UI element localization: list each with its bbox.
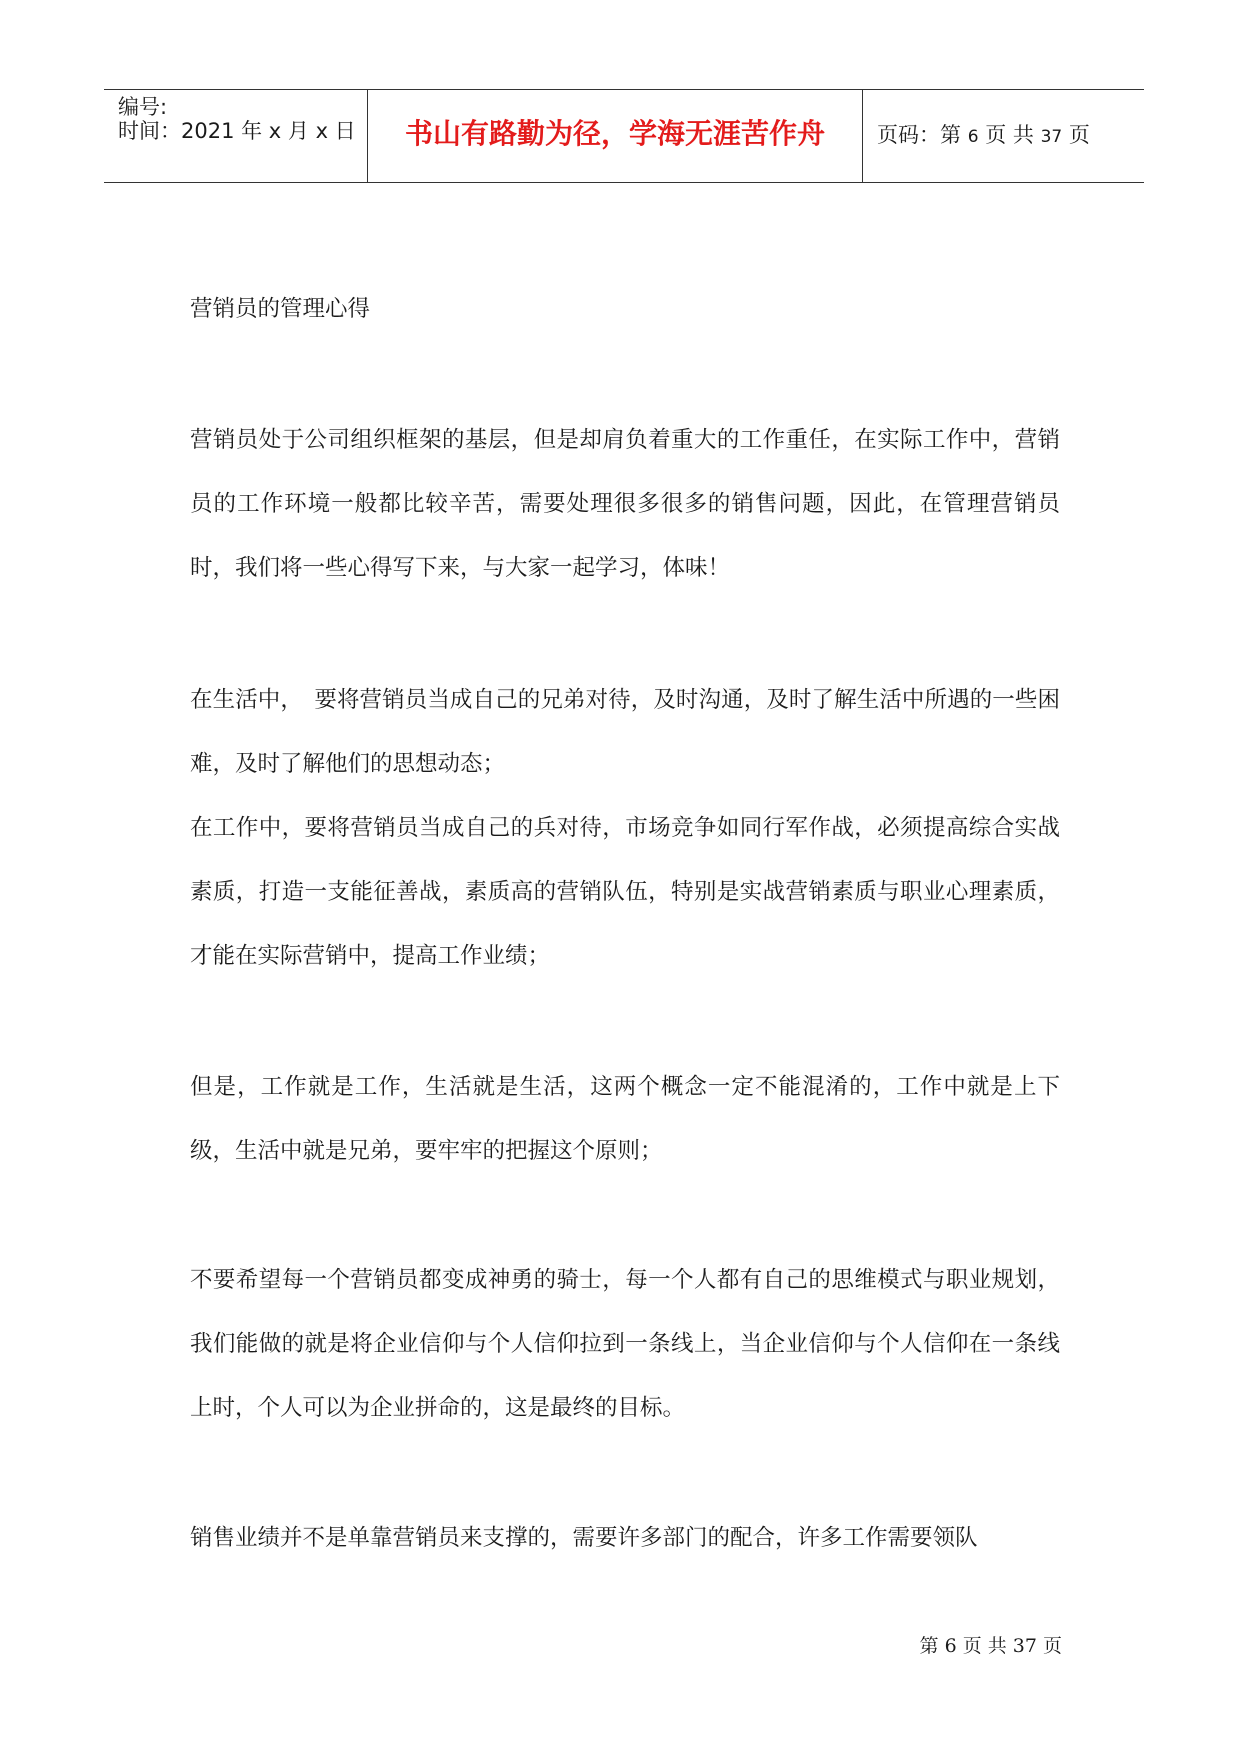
- document-number-label: 编号:: [118, 95, 168, 119]
- page-header: [104, 89, 1144, 183]
- document-time: 时间：2021 年 x 月 x 日: [118, 119, 356, 143]
- document-title: 营销员的管理心得: [190, 296, 371, 322]
- page-total: 37: [1040, 127, 1063, 147]
- page-current: 6: [967, 127, 979, 147]
- paragraph-4: 但是，工作就是工作，生活就是生活，这两个概念一定不能混淆的，工作中就是上下级，生活中就是兄弟，要牢牢的把握这个原则；: [190, 1074, 1060, 1164]
- page-footer: 第 6 页 共 37 页: [919, 1635, 1062, 1657]
- header-meta-cell: [104, 90, 368, 182]
- paragraph-6: 销售业绩并不是单靠营销员来支撑的，需要许多部门的配合，许多工作需要领队: [190, 1525, 978, 1551]
- header-motto: 书山有路勤为径，学海无涯苦作舟: [404, 117, 825, 150]
- paragraph-5: 不要希望每一个营销员都变成神勇的骑士，每一个人都有自己的思维模式与职业规划，我们能做的就是将企业信仰与个人信仰拉到一条线上，当企业信仰与个人信仰在一条线上时，个人可以为企业拼命的，这是最终的目标。: [190, 1267, 1060, 1421]
- page-middle: 页 共: [985, 123, 1034, 147]
- header-page-indicator: [877, 123, 1090, 149]
- paragraph-1: 营销员处于公司组织框架的基层，但是却肩负着重大的工作重任，在实际工作中，营销员的工作环境一般都比较辛苦，需要处理很多很多的销售问题，因此，在管理营销员时，我们将一些心得写下来，与大家一起学习，体味！: [190, 427, 1060, 581]
- paragraph-2: 在生活中， 要将营销员当成自己的兄弟对待，及时沟通，及时了解生活中所遇的一些困难，及时了解他们的思想动态；: [190, 687, 1060, 777]
- paragraph-3: 在工作中，要将营销员当成自己的兵对待，市场竞争如同行军作战，必须提高综合实战素质，打造一支能征善战，素质高的营销队伍，特别是实战营销素质与职业心理素质，才能在实际营销中，提高工作业绩；: [190, 815, 1060, 969]
- header-motto-cell: [368, 90, 863, 182]
- page-prefix: 页码：第: [877, 123, 961, 147]
- header-pager-cell: [863, 90, 1144, 182]
- page-suffix: 页: [1068, 123, 1090, 147]
